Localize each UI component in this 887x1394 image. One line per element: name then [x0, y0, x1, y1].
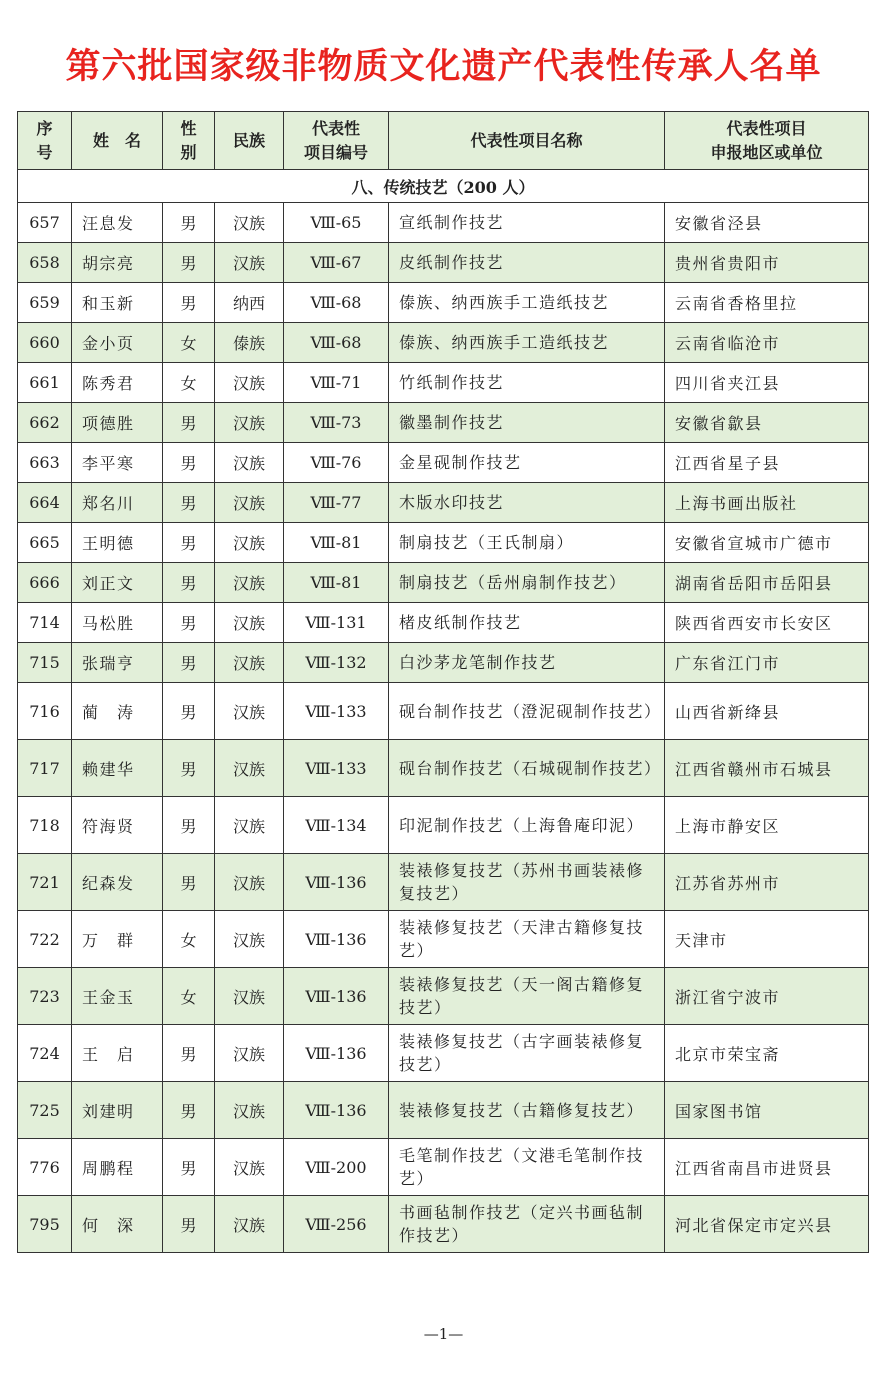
table-row	[18, 243, 869, 283]
cell-gender: 男	[163, 203, 215, 243]
cell-ethnicity: 纳西	[215, 283, 284, 323]
cell-gender: 男	[163, 854, 215, 911]
table-row	[18, 643, 869, 683]
cell-code: Ⅷ-65	[284, 203, 389, 243]
cell-no: 721	[18, 854, 72, 911]
cell-project: 砚台制作技艺（石城砚制作技艺）	[389, 740, 665, 797]
cell-project: 皮纸制作技艺	[389, 243, 665, 283]
cell-name: 何 深	[72, 1196, 163, 1253]
cell-no: 776	[18, 1139, 72, 1196]
cell-gender: 女	[163, 968, 215, 1025]
table-row	[18, 968, 869, 1025]
cell-name: 和玉新	[72, 283, 163, 323]
cell-region: 安徽省歙县	[665, 403, 869, 443]
cell-region: 江西省星子县	[665, 443, 869, 483]
cell-region: 安徽省宣城市广德市	[665, 523, 869, 563]
cell-project: 竹纸制作技艺	[389, 363, 665, 403]
inheritors-table	[17, 111, 869, 1253]
table-row	[18, 483, 869, 523]
table-row	[18, 363, 869, 403]
cell-name: 符海贤	[72, 797, 163, 854]
cell-ethnicity: 汉族	[215, 243, 284, 283]
cell-ethnicity: 汉族	[215, 403, 284, 443]
cell-no: 715	[18, 643, 72, 683]
cell-code: Ⅷ-256	[284, 1196, 389, 1253]
header-project: 代表性项目名称	[389, 112, 665, 170]
cell-region: 云南省临沧市	[665, 323, 869, 363]
cell-ethnicity: 汉族	[215, 603, 284, 643]
cell-gender: 女	[163, 911, 215, 968]
cell-project: 毛笔制作技艺（文港毛笔制作技艺）	[389, 1139, 665, 1196]
cell-ethnicity: 汉族	[215, 563, 284, 603]
cell-no: 714	[18, 603, 72, 643]
table-row	[18, 797, 869, 854]
cell-code: Ⅷ-134	[284, 797, 389, 854]
cell-ethnicity: 汉族	[215, 363, 284, 403]
cell-project: 装裱修复技艺（天津古籍修复技艺）	[389, 911, 665, 968]
cell-name: 王金玉	[72, 968, 163, 1025]
cell-project: 砚台制作技艺（澄泥砚制作技艺）	[389, 683, 665, 740]
cell-project: 傣族、纳西族手工造纸技艺	[389, 323, 665, 363]
cell-name: 金小页	[72, 323, 163, 363]
cell-name: 刘正文	[72, 563, 163, 603]
cell-code: Ⅷ-136	[284, 854, 389, 911]
table-row	[18, 323, 869, 363]
cell-ethnicity: 汉族	[215, 797, 284, 854]
cell-region: 江苏省苏州市	[665, 854, 869, 911]
cell-ethnicity: 汉族	[215, 1025, 284, 1082]
table-row	[18, 1139, 869, 1196]
cell-ethnicity: 汉族	[215, 203, 284, 243]
cell-gender: 男	[163, 603, 215, 643]
header-gender: 性 别	[163, 112, 215, 170]
cell-project: 金星砚制作技艺	[389, 443, 665, 483]
cell-gender: 男	[163, 443, 215, 483]
cell-project: 白沙茅龙笔制作技艺	[389, 643, 665, 683]
cell-name: 胡宗亮	[72, 243, 163, 283]
cell-ethnicity: 汉族	[215, 683, 284, 740]
section-title: 八、传统技艺（200 人）	[18, 170, 869, 203]
table-row	[18, 1082, 869, 1139]
table-row	[18, 283, 869, 323]
table-row	[18, 1196, 869, 1253]
cell-region: 云南省香格里拉	[665, 283, 869, 323]
cell-no: 663	[18, 443, 72, 483]
cell-code: Ⅷ-77	[284, 483, 389, 523]
document-title: 第六批国家级非物质文化遗产代表性传承人名单	[65, 46, 822, 87]
cell-code: Ⅷ-136	[284, 968, 389, 1025]
cell-ethnicity: 汉族	[215, 483, 284, 523]
cell-region: 四川省夹江县	[665, 363, 869, 403]
table-row	[18, 403, 869, 443]
cell-ethnicity: 汉族	[215, 854, 284, 911]
cell-gender: 男	[163, 643, 215, 683]
cell-gender: 男	[163, 1082, 215, 1139]
cell-code: Ⅷ-136	[284, 1082, 389, 1139]
cell-region: 北京市荣宝斋	[665, 1025, 869, 1082]
cell-name: 马松胜	[72, 603, 163, 643]
cell-no: 660	[18, 323, 72, 363]
cell-ethnicity: 汉族	[215, 911, 284, 968]
header-no: 序 号	[18, 112, 72, 170]
cell-ethnicity: 汉族	[215, 1196, 284, 1253]
table-row	[18, 854, 869, 911]
cell-code: Ⅷ-68	[284, 283, 389, 323]
cell-code: Ⅷ-81	[284, 563, 389, 603]
cell-gender: 男	[163, 683, 215, 740]
header-code: 代表性 项目编号	[284, 112, 389, 170]
cell-project: 印泥制作技艺（上海鲁庵印泥）	[389, 797, 665, 854]
cell-ethnicity: 汉族	[215, 1082, 284, 1139]
cell-project: 木版水印技艺	[389, 483, 665, 523]
cell-region: 安徽省泾县	[665, 203, 869, 243]
cell-name: 赖建华	[72, 740, 163, 797]
cell-name: 张瑞亨	[72, 643, 163, 683]
cell-no: 664	[18, 483, 72, 523]
cell-project: 傣族、纳西族手工造纸技艺	[389, 283, 665, 323]
cell-gender: 男	[163, 243, 215, 283]
table-row	[18, 443, 869, 483]
cell-name: 李平寒	[72, 443, 163, 483]
cell-gender: 男	[163, 283, 215, 323]
cell-region: 上海市静安区	[665, 797, 869, 854]
cell-no: 722	[18, 911, 72, 968]
cell-no: 657	[18, 203, 72, 243]
cell-project: 楮皮纸制作技艺	[389, 603, 665, 643]
cell-code: Ⅷ-136	[284, 1025, 389, 1082]
cell-name: 汪息发	[72, 203, 163, 243]
cell-name: 刘建明	[72, 1082, 163, 1139]
header-name: 姓 名	[72, 112, 163, 170]
cell-gender: 男	[163, 797, 215, 854]
cell-gender: 男	[163, 1139, 215, 1196]
cell-no: 661	[18, 363, 72, 403]
cell-code: Ⅷ-76	[284, 443, 389, 483]
cell-project: 装裱修复技艺（古籍修复技艺）	[389, 1082, 665, 1139]
cell-project: 装裱修复技艺（古字画装裱修复技艺）	[389, 1025, 665, 1082]
cell-code: Ⅷ-132	[284, 643, 389, 683]
cell-ethnicity: 汉族	[215, 643, 284, 683]
cell-no: 795	[18, 1196, 72, 1253]
cell-name: 蔺 涛	[72, 683, 163, 740]
cell-code: Ⅷ-73	[284, 403, 389, 443]
table-row	[18, 203, 869, 243]
page-number: —1—	[423, 1325, 464, 1343]
section-row	[18, 170, 869, 203]
cell-project: 装裱修复技艺（天一阁古籍修复技艺）	[389, 968, 665, 1025]
cell-ethnicity: 汉族	[215, 443, 284, 483]
cell-ethnicity: 汉族	[215, 523, 284, 563]
header-ethnicity: 民族	[215, 112, 284, 170]
cell-name: 王明德	[72, 523, 163, 563]
cell-region: 广东省江门市	[665, 643, 869, 683]
cell-gender: 男	[163, 740, 215, 797]
cell-code: Ⅷ-68	[284, 323, 389, 363]
cell-no: 724	[18, 1025, 72, 1082]
cell-code: Ⅷ-71	[284, 363, 389, 403]
cell-ethnicity: 汉族	[215, 968, 284, 1025]
table-row	[18, 523, 869, 563]
cell-no: 658	[18, 243, 72, 283]
cell-gender: 男	[163, 1196, 215, 1253]
cell-no: 725	[18, 1082, 72, 1139]
cell-region: 上海书画出版社	[665, 483, 869, 523]
cell-name: 王 启	[72, 1025, 163, 1082]
cell-project: 制扇技艺（王氏制扇）	[389, 523, 665, 563]
table-row	[18, 740, 869, 797]
table-row	[18, 683, 869, 740]
cell-ethnicity: 汉族	[215, 1139, 284, 1196]
cell-region: 天津市	[665, 911, 869, 968]
cell-no: 666	[18, 563, 72, 603]
cell-no: 718	[18, 797, 72, 854]
cell-region: 国家图书馆	[665, 1082, 869, 1139]
cell-gender: 男	[163, 1025, 215, 1082]
table-row	[18, 911, 869, 968]
header-row	[18, 112, 869, 170]
cell-project: 徽墨制作技艺	[389, 403, 665, 443]
cell-name: 万 群	[72, 911, 163, 968]
cell-code: Ⅷ-133	[284, 740, 389, 797]
cell-name: 周鹏程	[72, 1139, 163, 1196]
cell-region: 浙江省宁波市	[665, 968, 869, 1025]
cell-no: 662	[18, 403, 72, 443]
cell-region: 河北省保定市定兴县	[665, 1196, 869, 1253]
cell-gender: 男	[163, 403, 215, 443]
cell-project: 制扇技艺（岳州扇制作技艺）	[389, 563, 665, 603]
cell-ethnicity: 傣族	[215, 323, 284, 363]
cell-gender: 男	[163, 563, 215, 603]
cell-gender: 男	[163, 523, 215, 563]
cell-region: 江西省赣州市石城县	[665, 740, 869, 797]
cell-no: 716	[18, 683, 72, 740]
cell-region: 陕西省西安市长安区	[665, 603, 869, 643]
cell-ethnicity: 汉族	[215, 740, 284, 797]
cell-project: 宣纸制作技艺	[389, 203, 665, 243]
cell-code: Ⅷ-131	[284, 603, 389, 643]
cell-code: Ⅷ-200	[284, 1139, 389, 1196]
cell-name: 纪森发	[72, 854, 163, 911]
table-row	[18, 603, 869, 643]
cell-gender: 女	[163, 363, 215, 403]
cell-name: 项德胜	[72, 403, 163, 443]
table-row	[18, 1025, 869, 1082]
cell-gender: 男	[163, 483, 215, 523]
cell-name: 陈秀君	[72, 363, 163, 403]
cell-gender: 女	[163, 323, 215, 363]
cell-no: 665	[18, 523, 72, 563]
table-row	[18, 563, 869, 603]
cell-no: 659	[18, 283, 72, 323]
cell-name: 郑名川	[72, 483, 163, 523]
cell-code: Ⅷ-133	[284, 683, 389, 740]
cell-code: Ⅷ-81	[284, 523, 389, 563]
cell-code: Ⅷ-136	[284, 911, 389, 968]
cell-region: 湖南省岳阳市岳阳县	[665, 563, 869, 603]
cell-region: 江西省南昌市进贤县	[665, 1139, 869, 1196]
cell-project: 装裱修复技艺（苏州书画装裱修复技艺）	[389, 854, 665, 911]
cell-code: Ⅷ-67	[284, 243, 389, 283]
cell-project: 书画毡制作技艺（定兴书画毡制作技艺）	[389, 1196, 665, 1253]
cell-region: 贵州省贵阳市	[665, 243, 869, 283]
cell-no: 717	[18, 740, 72, 797]
cell-region: 山西省新绛县	[665, 683, 869, 740]
header-region: 代表性项目 申报地区或单位	[665, 112, 869, 170]
cell-no: 723	[18, 968, 72, 1025]
